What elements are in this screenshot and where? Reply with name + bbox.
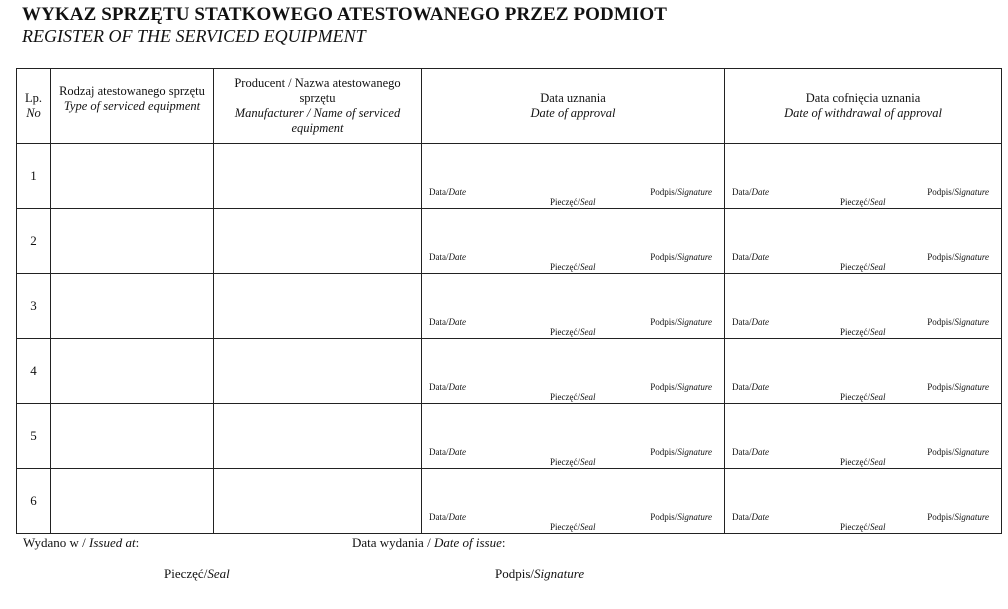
seal-label-en: Seal bbox=[580, 392, 596, 402]
date-label-en: Date bbox=[448, 447, 467, 457]
seal-label-en: Seal bbox=[580, 457, 596, 467]
date-label-en: Date bbox=[751, 252, 770, 262]
seal-label-pl: Pieczęć bbox=[550, 522, 578, 532]
seal-label: Pieczęć/Seal bbox=[840, 262, 886, 272]
date-of-issue-pl: Data wydania / bbox=[352, 535, 434, 550]
date-label-en: Date bbox=[448, 187, 467, 197]
seal-label-pl: Pieczęć bbox=[840, 327, 868, 337]
row-number bbox=[17, 274, 51, 339]
signature-label: Podpis/Signature bbox=[650, 512, 712, 522]
footer-seal-en: Seal bbox=[207, 566, 230, 581]
signature-label: Podpis/Signature bbox=[650, 187, 712, 197]
approval-cell[interactable] bbox=[422, 209, 725, 274]
date-label-en: Date bbox=[448, 512, 467, 522]
manufacturer-cell[interactable] bbox=[214, 274, 422, 339]
table-row bbox=[17, 209, 1002, 274]
date-label: Data/Date bbox=[429, 252, 467, 262]
seal-label: Pieczęć/Seal bbox=[840, 197, 886, 207]
seal-label-en: Seal bbox=[580, 262, 596, 272]
date-label-en: Date bbox=[751, 512, 770, 522]
seal-label-en: Seal bbox=[870, 197, 886, 207]
approval-cell[interactable] bbox=[422, 274, 725, 339]
signature-label-pl: Podpis bbox=[927, 252, 952, 262]
signature-label-en: Signature bbox=[677, 447, 712, 457]
date-label-en: Date bbox=[448, 252, 467, 262]
header-manufacturer-en: Manufacturer / Name of serviced equipment bbox=[234, 106, 401, 135]
seal-label-en: Seal bbox=[580, 522, 596, 532]
signature-label: Podpis/Signature bbox=[927, 187, 989, 197]
signature-label-pl: Podpis bbox=[650, 187, 675, 197]
seal-label-en: Seal bbox=[870, 262, 886, 272]
header-withdrawal-en: Date of withdrawal of approval bbox=[784, 106, 942, 120]
signature-label-pl: Podpis bbox=[927, 382, 952, 392]
seal-label-en: Seal bbox=[870, 522, 886, 532]
form-title-english: REGISTER OF THE SERVICED EQUIPMENT bbox=[22, 26, 366, 46]
signature-label-pl: Podpis bbox=[927, 447, 952, 457]
date-label-en: Date bbox=[751, 447, 770, 457]
signature-label-en: Signature bbox=[677, 252, 712, 262]
signature-label-pl: Podpis bbox=[650, 317, 675, 327]
table-row bbox=[17, 144, 1002, 209]
signature-label-en: Signature bbox=[954, 512, 989, 522]
signature-label: Podpis/Signature bbox=[927, 447, 989, 457]
signature-label: Podpis/Signature bbox=[650, 317, 712, 327]
date-of-issue-colon: : bbox=[501, 535, 506, 550]
signature-label: Podpis/Signature bbox=[650, 382, 712, 392]
issued-at-label bbox=[23, 535, 139, 551]
seal-label-pl: Pieczęć bbox=[550, 197, 578, 207]
withdrawal-cell[interactable] bbox=[725, 274, 1002, 339]
date-label: Data/Date bbox=[429, 447, 467, 457]
manufacturer-cell[interactable] bbox=[214, 339, 422, 404]
date-label-pl: Data bbox=[732, 447, 749, 457]
seal-label-pl: Pieczęć bbox=[840, 197, 868, 207]
header-approval bbox=[422, 69, 725, 144]
seal-label: Pieczęć/Seal bbox=[840, 392, 886, 402]
type-cell[interactable] bbox=[51, 339, 214, 404]
signature-label-en: Signature bbox=[677, 382, 712, 392]
footer-signature-pl: Podpis bbox=[495, 566, 531, 581]
header-type-pl: Rodzaj atestowanego sprzętu bbox=[59, 84, 205, 98]
signature-label-pl: Podpis bbox=[650, 512, 675, 522]
row-number-text: 5 bbox=[30, 428, 37, 443]
footer-seal-label: Pieczęć/Seal bbox=[164, 566, 230, 581]
row-number-text: 2 bbox=[30, 233, 37, 248]
date-label-pl: Data bbox=[429, 252, 446, 262]
withdrawal-cell[interactable] bbox=[725, 404, 1002, 469]
date-of-issue-label bbox=[352, 535, 505, 551]
row-number bbox=[17, 339, 51, 404]
seal-label-pl: Pieczęć bbox=[550, 392, 578, 402]
seal-label-pl: Pieczęć bbox=[550, 457, 578, 467]
seal-label: Pieczęć/Seal bbox=[550, 522, 596, 532]
header-manufacturer-pl: Producent / Nazwa atestowanego sprzętu bbox=[234, 76, 401, 105]
date-label-pl: Data bbox=[429, 317, 446, 327]
withdrawal-cell[interactable] bbox=[725, 209, 1002, 274]
date-label: Data/Date bbox=[429, 512, 467, 522]
approval-cell[interactable] bbox=[422, 339, 725, 404]
approval-cell[interactable] bbox=[422, 144, 725, 209]
seal-label: Pieczęć/Seal bbox=[550, 262, 596, 272]
signature-label-en: Signature bbox=[954, 317, 989, 327]
date-label: Data/Date bbox=[429, 382, 467, 392]
signature-label-en: Signature bbox=[954, 252, 989, 262]
date-label-en: Date bbox=[751, 187, 770, 197]
seal-label-pl: Pieczęć bbox=[550, 327, 578, 337]
date-label: Data/Date bbox=[732, 317, 770, 327]
table-row bbox=[17, 404, 1002, 469]
seal-label: Pieczęć/Seal bbox=[840, 522, 886, 532]
date-label-pl: Data bbox=[732, 512, 749, 522]
footer-seal-pl: Pieczęć bbox=[164, 566, 204, 581]
date-label-pl: Data bbox=[429, 512, 446, 522]
signature-label: Podpis/Signature bbox=[927, 317, 989, 327]
equipment-register-table bbox=[16, 68, 1002, 534]
seal-label: Pieczęć/Seal bbox=[550, 197, 596, 207]
seal-label: Pieczęć/Seal bbox=[550, 327, 596, 337]
date-label-pl: Data bbox=[732, 187, 749, 197]
date-label-en: Date bbox=[751, 317, 770, 327]
manufacturer-cell[interactable] bbox=[214, 469, 422, 534]
withdrawal-cell[interactable] bbox=[725, 469, 1002, 534]
table-header-row bbox=[17, 69, 1002, 144]
signature-label-en: Signature bbox=[954, 187, 989, 197]
signature-label: Podpis/Signature bbox=[927, 512, 989, 522]
issued-at-colon: : bbox=[135, 535, 140, 550]
header-lp-en: No bbox=[26, 106, 41, 120]
signature-label-pl: Podpis bbox=[650, 447, 675, 457]
type-cell[interactable] bbox=[51, 274, 214, 339]
seal-label-en: Seal bbox=[870, 327, 886, 337]
signature-label: Podpis/Signature bbox=[650, 252, 712, 262]
manufacturer-cell[interactable] bbox=[214, 144, 422, 209]
withdrawal-cell[interactable] bbox=[725, 339, 1002, 404]
date-label: Data/Date bbox=[732, 382, 770, 392]
row-number bbox=[17, 144, 51, 209]
date-label-en: Date bbox=[448, 382, 467, 392]
signature-label-en: Signature bbox=[954, 382, 989, 392]
footer-signature-label: Podpis/Signature bbox=[495, 566, 585, 581]
date-label-pl: Data bbox=[429, 447, 446, 457]
issued-at-en: Issued at bbox=[89, 535, 136, 550]
row-number-text: 6 bbox=[30, 493, 37, 508]
date-label-pl: Data bbox=[732, 382, 749, 392]
signature-label-en: Signature bbox=[677, 317, 712, 327]
signature-label: Podpis/Signature bbox=[927, 252, 989, 262]
approval-cell[interactable] bbox=[422, 469, 725, 534]
header-lp bbox=[17, 69, 51, 144]
manufacturer-cell[interactable] bbox=[214, 404, 422, 469]
signature-label-pl: Podpis bbox=[927, 187, 952, 197]
seal-label-en: Seal bbox=[870, 457, 886, 467]
signature-label-en: Signature bbox=[677, 512, 712, 522]
row-number bbox=[17, 209, 51, 274]
date-label-pl: Data bbox=[429, 187, 446, 197]
date-label: Data/Date bbox=[429, 317, 467, 327]
date-label: Data/Date bbox=[732, 447, 770, 457]
header-type-en: Type of serviced equipment bbox=[63, 99, 201, 113]
table-row bbox=[17, 274, 1002, 339]
date-label: Data/Date bbox=[429, 187, 467, 197]
footer-signature-en: Signature bbox=[534, 566, 585, 581]
date-label-en: Date bbox=[751, 382, 770, 392]
seal-label-pl: Pieczęć bbox=[840, 392, 868, 402]
header-approval-pl: Data uznania bbox=[540, 91, 606, 105]
signature-label-pl: Podpis bbox=[927, 512, 952, 522]
signature-label: Podpis/Signature bbox=[650, 447, 712, 457]
seal-label-en: Seal bbox=[580, 197, 596, 207]
type-cell[interactable] bbox=[51, 469, 214, 534]
table-row bbox=[17, 469, 1002, 534]
row-number bbox=[17, 469, 51, 534]
seal-label-pl: Pieczęć bbox=[840, 457, 868, 467]
row-number bbox=[17, 404, 51, 469]
signature-label-en: Signature bbox=[677, 187, 712, 197]
seal-label-en: Seal bbox=[580, 327, 596, 337]
header-manufacturer bbox=[214, 69, 422, 144]
header-type bbox=[51, 69, 214, 144]
header-withdrawal bbox=[725, 69, 1002, 144]
date-label-pl: Data bbox=[732, 252, 749, 262]
header-lp-pl: Lp. bbox=[24, 91, 42, 105]
seal-label-pl: Pieczęć bbox=[840, 522, 868, 532]
signature-label-pl: Podpis bbox=[650, 382, 675, 392]
issued-at-pl: Wydano w / bbox=[23, 535, 90, 550]
manufacturer-cell[interactable] bbox=[214, 209, 422, 274]
seal-label: Pieczęć/Seal bbox=[550, 392, 596, 402]
date-of-issue-en: Date of issue bbox=[433, 535, 502, 550]
date-label: Data/Date bbox=[732, 252, 770, 262]
date-label-en: Date bbox=[448, 317, 467, 327]
seal-label: Pieczęć/Seal bbox=[840, 457, 886, 467]
seal-label-pl: Pieczęć bbox=[550, 262, 578, 272]
signature-label-en: Signature bbox=[954, 447, 989, 457]
seal-label: Pieczęć/Seal bbox=[550, 457, 596, 467]
form-title: WYKAZ SPRZĘTU STATKOWEGO ATESTOWANEGO PRZEZ PODMIOT bbox=[22, 4, 668, 25]
date-label: Data/Date bbox=[732, 187, 770, 197]
date-label: Data/Date bbox=[732, 512, 770, 522]
signature-label: Podpis/Signature bbox=[927, 382, 989, 392]
signature-label-pl: Podpis bbox=[927, 317, 952, 327]
withdrawal-cell[interactable] bbox=[725, 144, 1002, 209]
approval-cell[interactable] bbox=[422, 404, 725, 469]
seal-label-pl: Pieczęć bbox=[840, 262, 868, 272]
seal-label-en: Seal bbox=[870, 392, 886, 402]
header-withdrawal-pl: Data cofnięcia uznania bbox=[805, 91, 921, 105]
header-approval-en: Date of approval bbox=[530, 106, 616, 120]
type-cell[interactable] bbox=[51, 144, 214, 209]
date-label-pl: Data bbox=[732, 317, 749, 327]
seal-label: Pieczęć/Seal bbox=[840, 327, 886, 337]
row-number-text: 4 bbox=[30, 363, 37, 378]
signature-label-pl: Podpis bbox=[650, 252, 675, 262]
type-cell[interactable] bbox=[51, 209, 214, 274]
table-row bbox=[17, 339, 1002, 404]
type-cell[interactable] bbox=[51, 404, 214, 469]
row-number-text: 1 bbox=[30, 168, 37, 183]
date-label-pl: Data bbox=[429, 382, 446, 392]
row-number-text: 3 bbox=[30, 298, 37, 313]
